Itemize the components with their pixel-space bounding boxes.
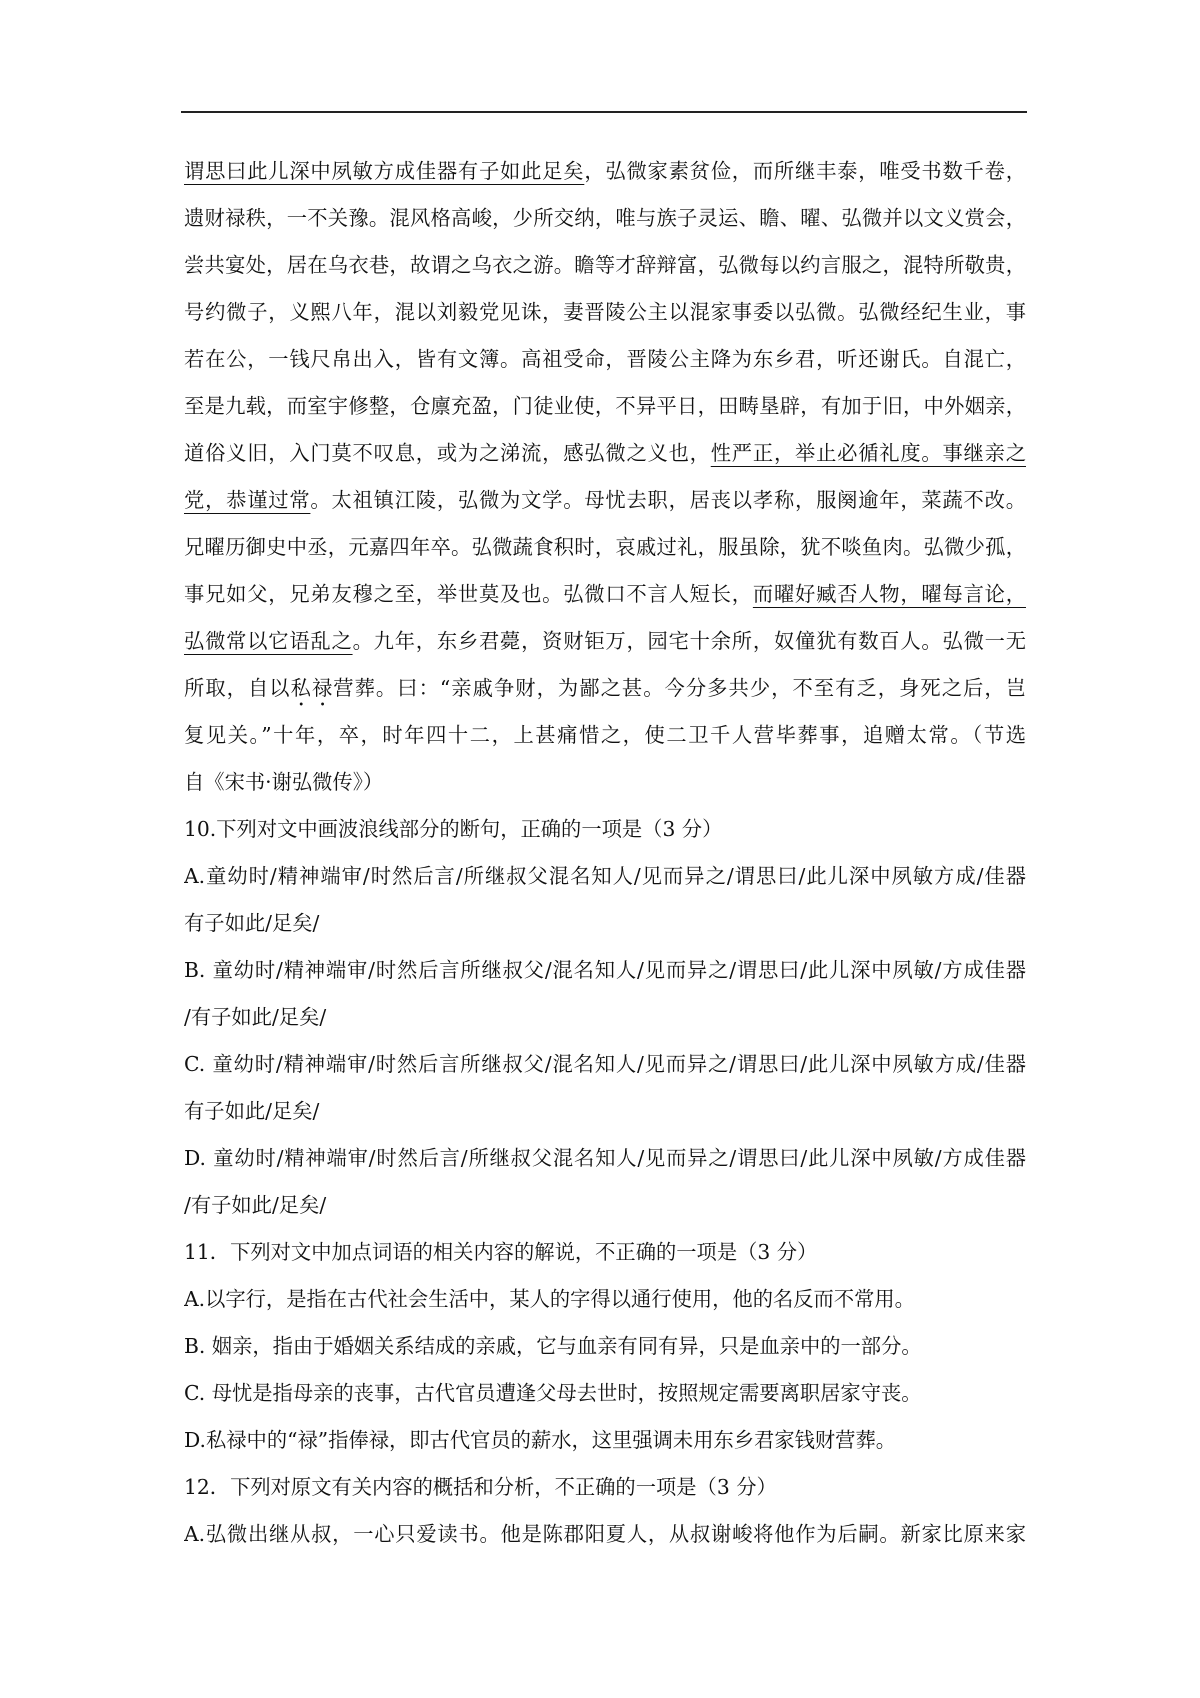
passage-text: ，弘微家素贫俭，而所继丰泰，唯受书数千卷， xyxy=(584,159,1026,183)
option-c-cont: 有子如此/足矣/ xyxy=(184,1099,320,1123)
option-d: D.私禄中的“禄”指俸禄，即古代官员的薪水，这里强调未用东乡君家钱财营葬。 xyxy=(184,1428,897,1452)
passage xyxy=(184,148,1026,806)
option-a: A.弘微出继从叔，一心只爱读书。他是陈郡阳夏人，从叔谢峻将他作为后嗣。新家比原来家 xyxy=(184,1522,1026,1546)
passage-line xyxy=(184,618,1026,665)
option-d: D. 童幼时/精神端审/时然后言/所继叔父混名知人/见而异之/谓思曰/此儿深中夙敏/方成佳器 xyxy=(184,1146,1026,1170)
passage-line xyxy=(184,430,1026,477)
passage-line xyxy=(184,477,1026,524)
option-c: C. 母忧是指母亲的丧事，古代官员遭逢父母去世时，按照规定需要离职居家守丧。 xyxy=(184,1381,922,1405)
underlined-text: 性严正，举止必循礼度。事继亲之 xyxy=(710,441,1026,465)
passage-line: 至是九载，而室宇修整，仓廪充盈，门徒业使，不异平日，田畴垦辟，有加于旧，中外姻亲， xyxy=(184,394,1026,418)
passage-text: 事兄如父，兄弟友穆之至，举世莫及也。弘微口不言人短长， xyxy=(184,582,753,606)
option-b-cont: /有子如此/足矣/ xyxy=(184,1005,327,1029)
question-12 xyxy=(184,1464,1026,1558)
underlined-text: 党，恭谨过常 xyxy=(184,488,311,512)
option-a: A.以字行，是指在古代社会生活中，某人的字得以通行使用，他的名反而不常用。 xyxy=(184,1287,915,1311)
question-stem: 10.下列对文中画波浪线部分的断句，正确的一项是（3 分） xyxy=(184,817,723,841)
wavy-underlined-text: 谓思曰此儿深中夙敏方成佳器有子如此足矣 xyxy=(184,159,585,183)
option-c: C. 童幼时/精神端审/时然后言所继叔父/混名知人/见而异之/谓思曰/此儿深中夙敏方成/佳器 xyxy=(184,1052,1026,1076)
passage-line: 号约微子，义熙八年，混以刘毅党见诛，妻晋陵公主以混家事委以弘微。弘微经纪生业，事 xyxy=(184,300,1026,324)
question-stem: 12．下列对原文有关内容的概括和分析，不正确的一项是（3 分） xyxy=(184,1475,777,1499)
passage-line: 若在公，一钱尺帛出入，皆有文簿。高祖受命，晋陵公主降为东乡君，听还谢氏。自混亡， xyxy=(184,347,1026,371)
passage-line: 遗财禄秩，一不关豫。混风格高峻，少所交纳，唯与族子灵运、瞻、曜、弘微并以文义赏会， xyxy=(184,206,1026,230)
question-11 xyxy=(184,1229,1026,1464)
passage-line: 尝共宴处，居在乌衣巷，故谓之乌衣之游。瞻等才辞辩富，弘微每以约言服之，混特所敬贵， xyxy=(184,253,1026,277)
option-b: B. 童幼时/精神端审/时然后言所继叔父/混名知人/见而异之/谓思曰/此儿深中夙敏/方成佳器 xyxy=(184,958,1026,982)
passage-text: 所取，自以 xyxy=(184,676,291,700)
header-rule xyxy=(181,111,1027,113)
passage-line xyxy=(184,665,1026,712)
passage-text: 。九年，东乡君薨，资财钜万，园宅十余所，奴僮犹有数百人。弘微一无 xyxy=(352,629,1026,653)
option-a-cont: 有子如此/足矣/ xyxy=(184,911,320,935)
question-10 xyxy=(184,806,1026,1229)
passage-line xyxy=(184,148,1026,195)
option-b: B. 姻亲，指由于婚姻关系结成的亲戚，它与血亲有同有异，只是血亲中的一部分。 xyxy=(184,1334,922,1358)
passage-line: 复见关。”十年，卒，时年四十二，上甚痛惜之，使二卫千人营毕葬事，追赠太常。（节选 xyxy=(184,723,1026,747)
passage-line: 兄曜历御史中丞，元嘉四年卒。弘微蔬食积时，哀戚过礼，服虽除，犹不啖鱼肉。弘微少孤， xyxy=(184,535,1026,559)
underlined-text: 弘微常以它语乱之 xyxy=(184,629,353,653)
passage-text: 营葬。曰：“亲戚争财，为鄙之甚。今分多共少，不至有乏，身死之后，岂 xyxy=(333,676,1026,700)
passage-text: 。太祖镇江陵，弘微为文学。母忧去职，居丧以孝称，服阕逾年，菜蔬不改。 xyxy=(310,488,1026,512)
option-d-cont: /有子如此/足矣/ xyxy=(184,1193,327,1217)
passage-line xyxy=(184,571,1026,618)
passage-source: 自《宋书·谢弘微传》） xyxy=(184,770,384,794)
dotted-term: 私禄 xyxy=(290,676,334,700)
underlined-text: 而曜好臧否人物，曜每言论， xyxy=(752,582,1026,606)
document-body xyxy=(184,148,1026,1558)
question-stem: 11．下列对文中加点词语的相关内容的解说，不正确的一项是（3 分） xyxy=(184,1240,818,1264)
passage-text: 道俗义旧，入门莫不叹息，或为之涕流，感弘微之义也， xyxy=(184,441,711,465)
option-a: A.童幼时/精神端审/时然后言/所继叔父混名知人/见而异之/谓思曰/此儿深中夙敏方成/佳器 xyxy=(184,864,1026,888)
